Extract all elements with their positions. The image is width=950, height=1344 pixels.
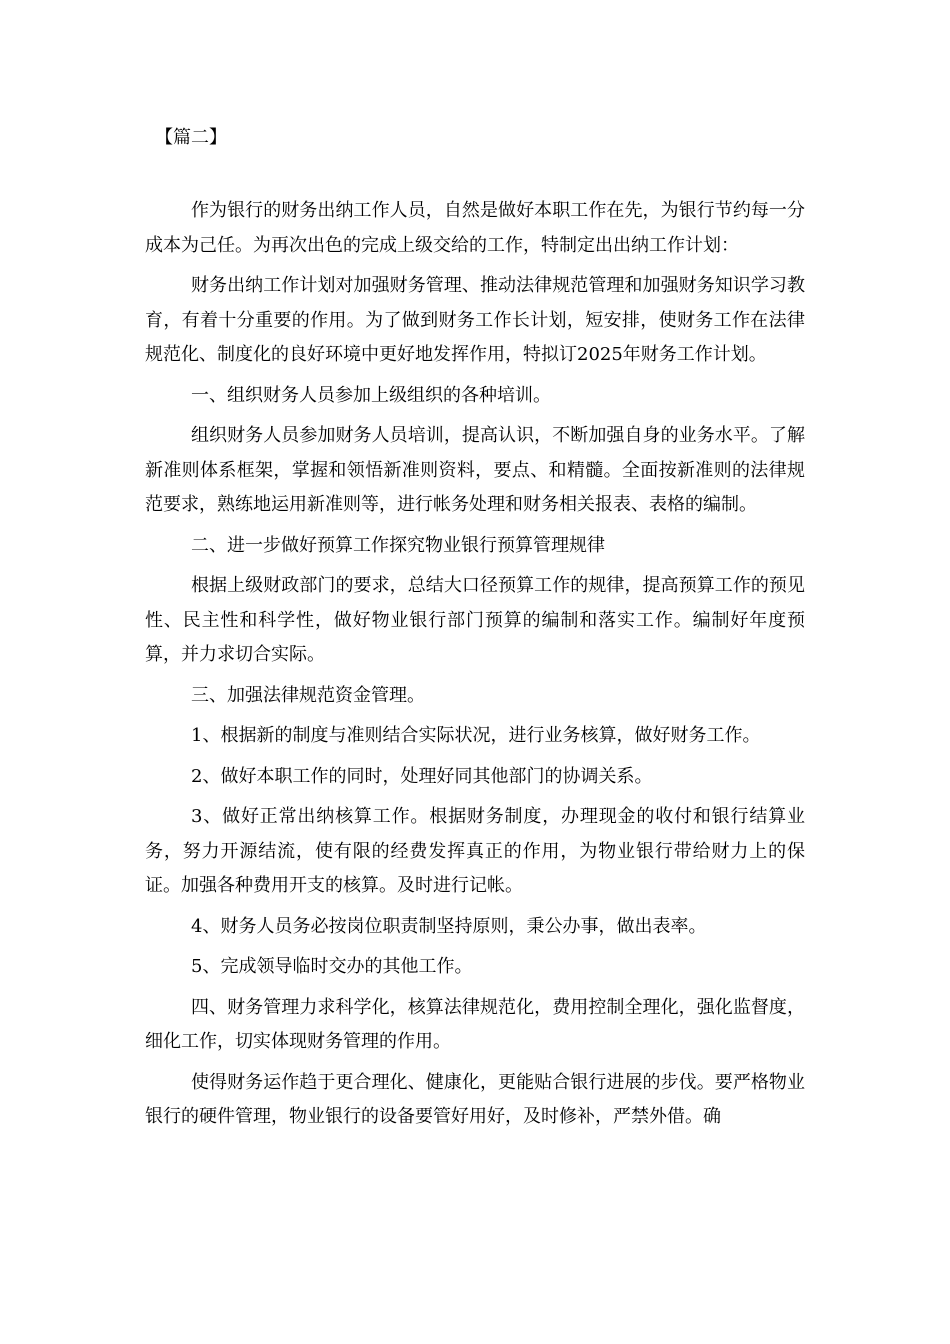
document-body (145, 124, 805, 1141)
subitem-1: 1、根据新的制度与准则结合实际状况，进行业务核算，做好财务工作。 (191, 725, 761, 746)
subitem-2: 2、做好本职工作的同时，处理好同其他部门的协调关系。 (191, 765, 653, 787)
subitem-4: 4、财务人员务必按岗位职责制坚持原则，秉公办事，做出表率。 (191, 915, 707, 937)
item-heading-2: 二、进一步做好预算工作探究物业银行预算管理规律 (191, 534, 605, 556)
paragraph-training: 组织财务人员参加财务人员培训，提高认识，不断加强自身的业务水平。了解新准则体系框架，掌握和领悟新准则资料，要点、和精髓。全面按新准则的法律规范要求，熟练地运用新准则等，进行帐务处理和财务相关报表、表格的编制。 (145, 425, 805, 515)
item-heading-1: 一、组织财务人员参加上级组织的各种培训。 (191, 384, 551, 406)
subitem-5: 5、完成领导临时交办的其他工作。 (191, 956, 473, 977)
subitem-3: 3、做好正常出纳核算工作。根据财务制度，办理现金的收付和银行结算业务，努力开源结流，使有限的经费发挥真正的作用，为物业银行带给财力上的保证。加强各种费用开支的核算。及时进行记帐。 (145, 806, 805, 896)
item-heading-3: 三、加强法律规范资金管理。 (191, 684, 425, 706)
item-heading-4: 四、财务管理力求科学化，核算法律规范化，费用控制全理化，强化监督度，细化工作，切实体现财务管理的作用。 (145, 996, 805, 1052)
paragraph-intro: 作为银行的财务出纳工作人员，自然是做好本职工作在先，为银行节约每一分成本为己任。为再次出色的完成上级交给的工作，特制定出出纳工作计划： (145, 200, 805, 256)
paragraph-operations: 使得财务运作趋于更合理化、健康化，更能贴合银行进展的步伐。要严格物业银行的硬件管理，物业银行的设备要管好用好，及时修补，严禁外借。确 (145, 1071, 805, 1127)
paragraph-budget: 根据上级财政部门的要求，总结大口径预算工作的规律，提高预算工作的预见性、民主性和科学性，做好物业银行部门预算的编制和落实工作。编制好年度预算，并力求切合实际。 (145, 575, 805, 665)
paragraph-plan-purpose: 财务出纳工作计划对加强财务管理、推动法律规范管理和加强财务知识学习教育，有着十分重要的作用。为了做到财务工作长计划，短安排，使财务工作在法律规范化、制度化的良好环境中更好地发挥作用，特拟订2025年财务工作计划。 (145, 275, 805, 365)
section-heading: 【篇二】 (155, 127, 227, 148)
